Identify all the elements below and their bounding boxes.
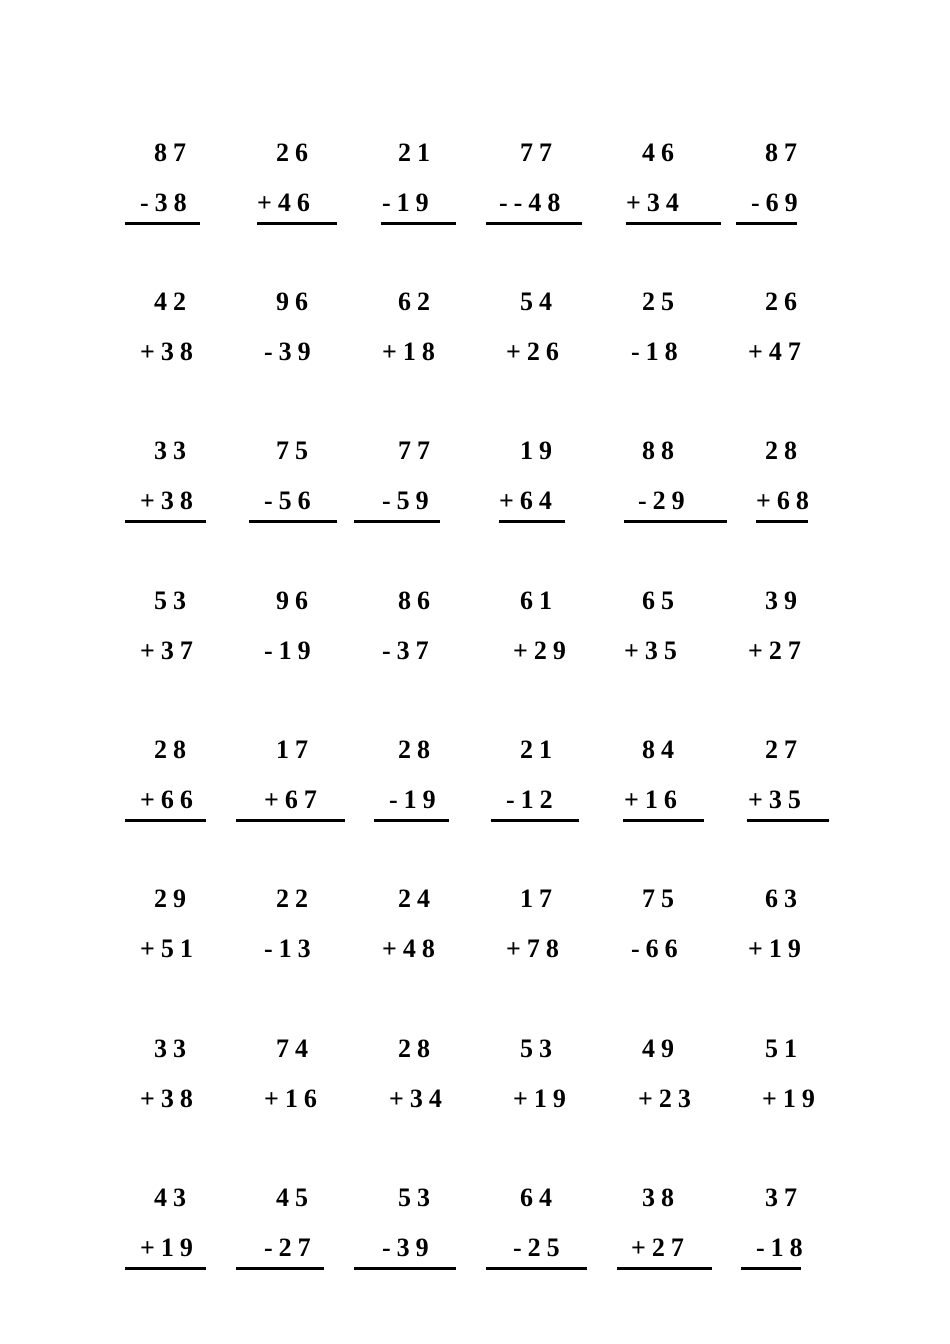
top-number: 17: [520, 884, 558, 913]
operator-and-number: -27: [264, 1233, 317, 1262]
operator-and-number: +27: [748, 636, 807, 665]
operator-and-number: -39: [264, 337, 317, 366]
operator-and-number: +38: [140, 337, 199, 366]
top-number: 53: [398, 1183, 436, 1212]
answer-line: [249, 520, 337, 523]
operator-and-number: +64: [499, 486, 558, 515]
operator-and-number: -29: [638, 486, 691, 515]
operator-and-number: +35: [624, 636, 683, 665]
top-number: 53: [154, 586, 192, 615]
top-number: 64: [520, 1183, 558, 1212]
answer-line: [756, 520, 808, 523]
operator-and-number: +16: [624, 785, 683, 814]
operator-and-number: -18: [631, 337, 684, 366]
answer-line: [374, 819, 449, 822]
operator-and-number: +37: [140, 636, 199, 665]
operator-and-number: -12: [506, 785, 559, 814]
top-number: 17: [276, 735, 314, 764]
top-number: 87: [765, 138, 803, 167]
operator-and-number: -13: [264, 934, 317, 963]
answer-line: [624, 520, 727, 523]
top-number: 86: [398, 586, 436, 615]
top-number: 84: [642, 735, 680, 764]
operator-and-number: +51: [140, 934, 199, 963]
top-number: 54: [520, 287, 558, 316]
operator-and-number: +38: [140, 486, 199, 515]
answer-line: [747, 819, 829, 822]
top-number: 22: [276, 884, 314, 913]
top-number: 88: [642, 436, 680, 465]
top-number: 37: [765, 1183, 803, 1212]
operator-and-number: -56: [264, 486, 317, 515]
operator-and-number: -59: [382, 486, 435, 515]
operator-and-number: +23: [638, 1084, 697, 1113]
operator-and-number: +46: [257, 188, 316, 217]
answer-line: [125, 520, 206, 523]
top-number: 33: [154, 436, 192, 465]
answer-line: [125, 819, 206, 822]
operator-and-number: +47: [748, 337, 807, 366]
answer-line: [236, 1267, 324, 1270]
answer-line: [491, 819, 579, 822]
answer-line: [626, 222, 721, 225]
top-number: 49: [642, 1034, 680, 1063]
top-number: 38: [642, 1183, 680, 1212]
top-number: 24: [398, 884, 436, 913]
operator-and-number: +19: [513, 1084, 572, 1113]
answer-line: [486, 222, 582, 225]
operator-and-number: +67: [264, 785, 323, 814]
operator-and-number: -25: [513, 1233, 566, 1262]
top-number: 25: [642, 287, 680, 316]
answer-line: [617, 1267, 712, 1270]
top-number: 39: [765, 586, 803, 615]
operator-and-number: +35: [748, 785, 807, 814]
operator-and-number: +19: [748, 934, 807, 963]
operator-and-number: +78: [506, 934, 565, 963]
top-number: 28: [765, 436, 803, 465]
top-number: 75: [642, 884, 680, 913]
top-number: 26: [765, 287, 803, 316]
operator-and-number: +48: [382, 934, 441, 963]
operator-and-number: +18: [382, 337, 441, 366]
answer-line: [736, 222, 797, 225]
top-number: 28: [398, 735, 436, 764]
top-number: 62: [398, 287, 436, 316]
top-number: 29: [154, 884, 192, 913]
operator-and-number: +68: [756, 486, 815, 515]
top-number: 51: [765, 1034, 803, 1063]
top-number: 75: [276, 436, 314, 465]
operator-and-number: -19: [264, 636, 317, 665]
answer-line: [499, 520, 565, 523]
operator-and-number: -69: [751, 188, 804, 217]
top-number: 61: [520, 586, 558, 615]
top-number: 27: [765, 735, 803, 764]
operator-and-number: -18: [756, 1233, 809, 1262]
operator-and-number: +27: [631, 1233, 690, 1262]
top-number: 87: [154, 138, 192, 167]
answer-line: [623, 819, 704, 822]
answer-line: [125, 222, 200, 225]
top-number: 96: [276, 586, 314, 615]
operator-and-number: +66: [140, 785, 199, 814]
operator-and-number: -37: [382, 636, 435, 665]
operator-and-number: -38: [140, 188, 193, 217]
operator-and-number: --48: [499, 188, 567, 217]
operator-and-number: -39: [382, 1233, 435, 1262]
top-number: 28: [398, 1034, 436, 1063]
operator-and-number: +26: [506, 337, 565, 366]
answer-line: [486, 1267, 587, 1270]
top-number: 74: [276, 1034, 314, 1063]
top-number: 19: [520, 436, 558, 465]
top-number: 46: [642, 138, 680, 167]
operator-and-number: -19: [389, 785, 442, 814]
top-number: 33: [154, 1034, 192, 1063]
answer-line: [354, 520, 440, 523]
operator-and-number: +34: [389, 1084, 448, 1113]
answer-line: [741, 1267, 801, 1270]
top-number: 77: [398, 436, 436, 465]
operator-and-number: +38: [140, 1084, 199, 1113]
answer-line: [125, 1267, 206, 1270]
top-number: 42: [154, 287, 192, 316]
top-number: 77: [520, 138, 558, 167]
operator-and-number: +29: [513, 636, 572, 665]
operator-and-number: +34: [626, 188, 685, 217]
top-number: 26: [276, 138, 314, 167]
top-number: 65: [642, 586, 680, 615]
top-number: 96: [276, 287, 314, 316]
top-number: 43: [154, 1183, 192, 1212]
top-number: 21: [398, 138, 436, 167]
answer-line: [257, 222, 337, 225]
top-number: 28: [154, 735, 192, 764]
top-number: 45: [276, 1183, 314, 1212]
answer-line: [236, 819, 345, 822]
top-number: 53: [520, 1034, 558, 1063]
top-number: 63: [765, 884, 803, 913]
answer-line: [354, 1267, 456, 1270]
top-number: 21: [520, 735, 558, 764]
operator-and-number: -66: [631, 934, 684, 963]
answer-line: [381, 222, 456, 225]
operator-and-number: +16: [264, 1084, 323, 1113]
operator-and-number: -19: [382, 188, 435, 217]
operator-and-number: +19: [762, 1084, 821, 1113]
operator-and-number: +19: [140, 1233, 199, 1262]
